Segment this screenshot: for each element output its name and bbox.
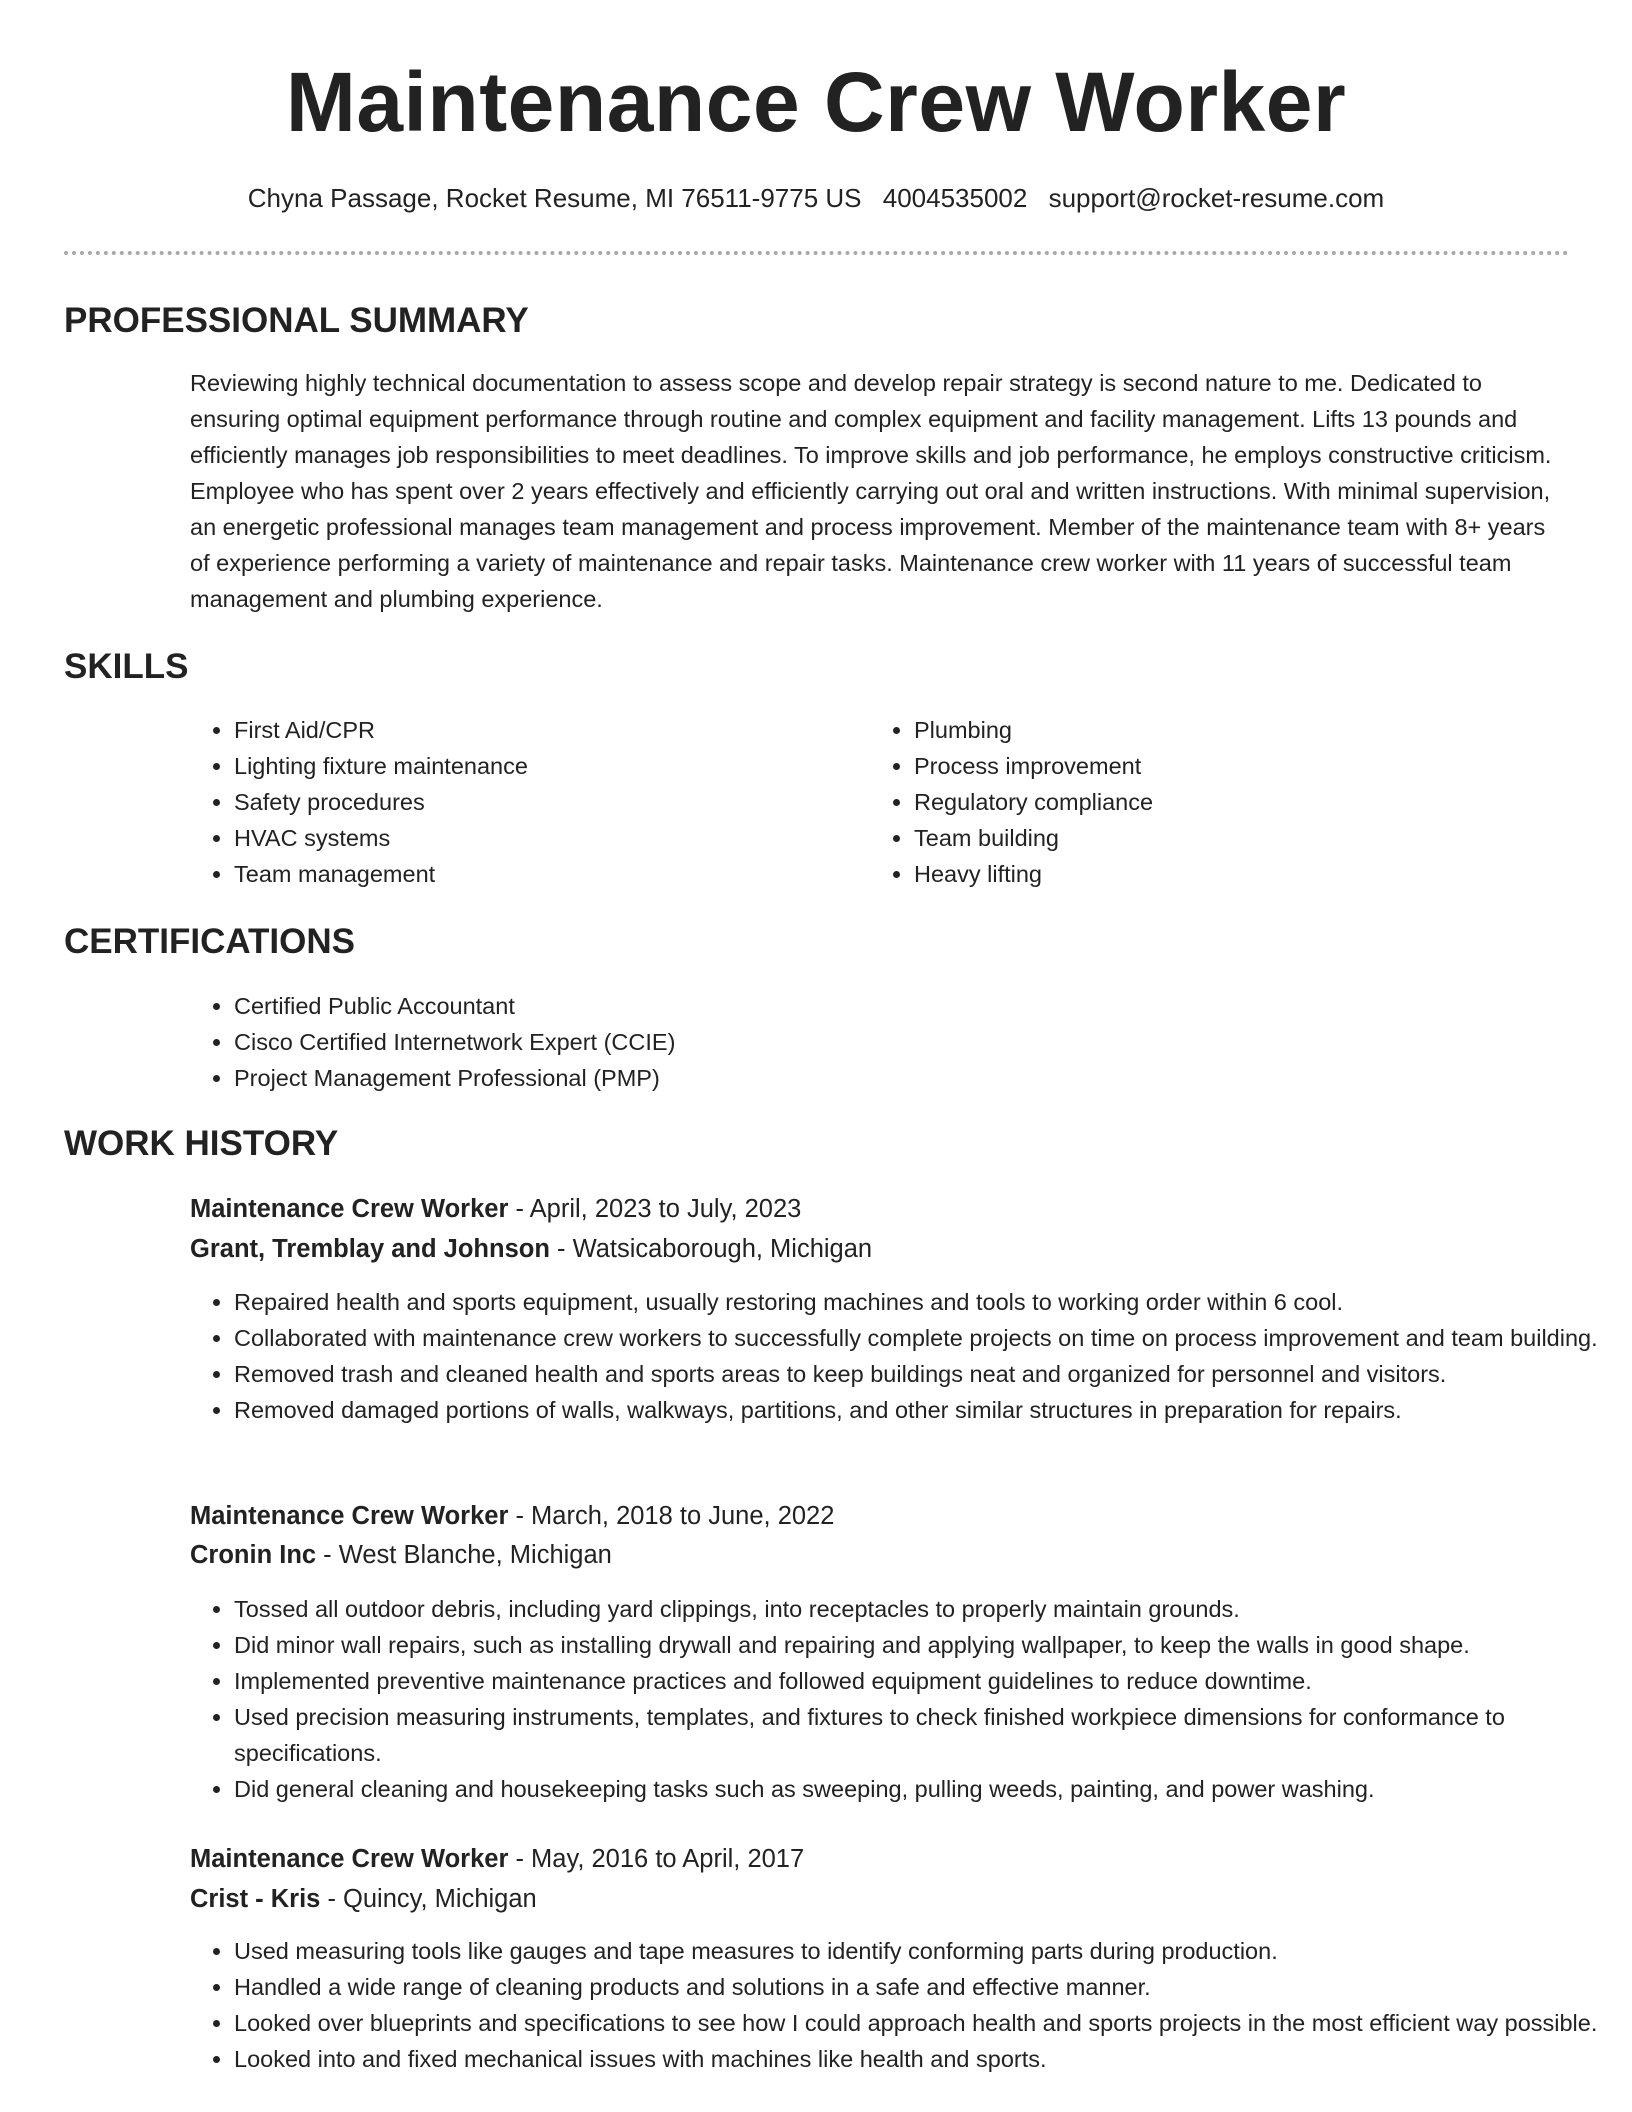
job-bullet: • Removed damaged portions of walls, walkways, partitions, and other similar structures in preparation for repairs. [234,1392,1614,1428]
skill-item: • HVAC systems [234,820,854,856]
skills-heading: SKILLS [64,647,189,686]
job-location: - West Blanche, Michigan [316,1541,612,1569]
job-bullet: • Tossed all outdoor debris, including yard clippings, into receptacles to properly maintain grounds. [234,1591,1614,1627]
job-dates: - April, 2023 to July, 2023 [508,1195,802,1223]
job-title-line [190,1498,834,1534]
contact-phone: 4004535002 [882,183,1028,213]
skill-item: • Lighting fixture maintenance [234,748,854,784]
job-bullet: • Removed trash and cleaned health and sports areas to keep buildings neat and organized for personnel and visitors. [234,1356,1614,1392]
job-company: Crist - Kris [190,1885,321,1913]
job-dates: - March, 2018 to June, 2022 [508,1502,835,1530]
job-company-line [190,1231,872,1267]
job-bullet: • Did general cleaning and housekeeping tasks such as sweeping, pulling weeds, painting, and power washing. [234,1771,1614,1807]
certifications-list [190,988,1534,1096]
skill-item: • Team building [914,820,1534,856]
certification-item: • Project Management Professional (PMP) [234,1060,1534,1096]
summary-text: Reviewing highly technical documentation to assess scope and develop repair strategy is second nature to me. Dedicated to ensuring optimal equipment performance through routine and complex equipment and facility management. Lifts 13 pounds and efficiently manages job responsibilities to meet deadlines. To improve skills and job performance, he employs constructive criticism. Employee who has spent over 2 years effectively and efficiently carrying out oral and written instructions. With minimal supervision, an energetic professional manages team management and process improvement. Member of the maintenance team with 8+ years of experience performing a variety of maintenance and repair tasks. Maintenance crew worker with 11 years of successful team management and plumbing experience. [190,370,1552,612]
header-divider [64,251,1569,255]
skills-list-right [870,712,1534,892]
job-location: - Quincy, Michigan [320,1885,537,1913]
skill-item: • Safety procedures [234,784,854,820]
job-title: Maintenance Crew Worker [190,1845,509,1873]
job-company-line [190,1537,612,1573]
job-bullets [190,1591,1614,1807]
job-bullet: • Used precision measuring instruments, templates, and fixtures to check finished workpiece dimensions for conformance to specifications. [234,1699,1614,1771]
job-title-line [190,1841,804,1877]
resume-name: Maintenance Crew Worker [285,55,1347,149]
job-bullets [190,1284,1614,1428]
job-bullet: • Repaired health and sports equipment, usually restoring machines and tools to working order within 6 cool. [234,1284,1614,1320]
job-company: Cronin Inc [190,1541,317,1569]
job-company: Grant, Tremblay and Johnson [190,1235,550,1263]
skills-list-left [190,712,854,892]
skill-item: • Plumbing [914,712,1534,748]
job-dates: - May, 2016 to April, 2017 [508,1845,805,1873]
contact-email: support@rocket-resume.com [1048,183,1385,213]
contact-line [0,180,1632,216]
job-bullet: • Did minor wall repairs, such as installing drywall and repairing and applying wallpaper, to keep the walls in good shape. [234,1627,1614,1663]
job-title: Maintenance Crew Worker [190,1195,509,1223]
summary-heading: PROFESSIONAL SUMMARY [64,301,529,340]
job-bullet: • Looked over blueprints and specifications to see how I could approach health and sports projects in the most efficient way possible. [234,2005,1614,2041]
job-bullet: • Collaborated with maintenance crew workers to successfully complete projects on time on process improvement and team building. [234,1320,1614,1356]
job-bullet: • Implemented preventive maintenance practices and followed equipment guidelines to reduce downtime. [234,1663,1614,1699]
certification-item: • Cisco Certified Internetwork Expert (CCIE) [234,1024,1534,1060]
job-bullet: • Used measuring tools like gauges and tape measures to identify conforming parts during production. [234,1933,1614,1969]
skill-item: • First Aid/CPR [234,712,854,748]
contact-address: Chyna Passage, Rocket Resume, MI 76511-9775 US [247,183,862,213]
job-title-line [190,1191,801,1227]
work-history-heading: WORK HISTORY [64,1124,339,1163]
job-title: Maintenance Crew Worker [190,1502,509,1530]
certifications-heading: CERTIFICATIONS [64,922,356,961]
skill-item: • Team management [234,856,854,892]
skill-item: • Process improvement [914,748,1534,784]
job-location: - Watsicaborough, Michigan [549,1235,873,1263]
job-bullet: • Looked into and fixed mechanical issues with machines like health and sports. [234,2041,1614,2077]
skill-item: • Regulatory compliance [914,784,1534,820]
skill-item: • Heavy lifting [914,856,1534,892]
job-company-line [190,1881,537,1917]
job-bullets [190,1933,1614,2077]
certification-item: • Certified Public Accountant [234,988,1534,1024]
job-bullet: • Handled a wide range of cleaning products and solutions in a safe and effective manner. [234,1969,1614,2005]
